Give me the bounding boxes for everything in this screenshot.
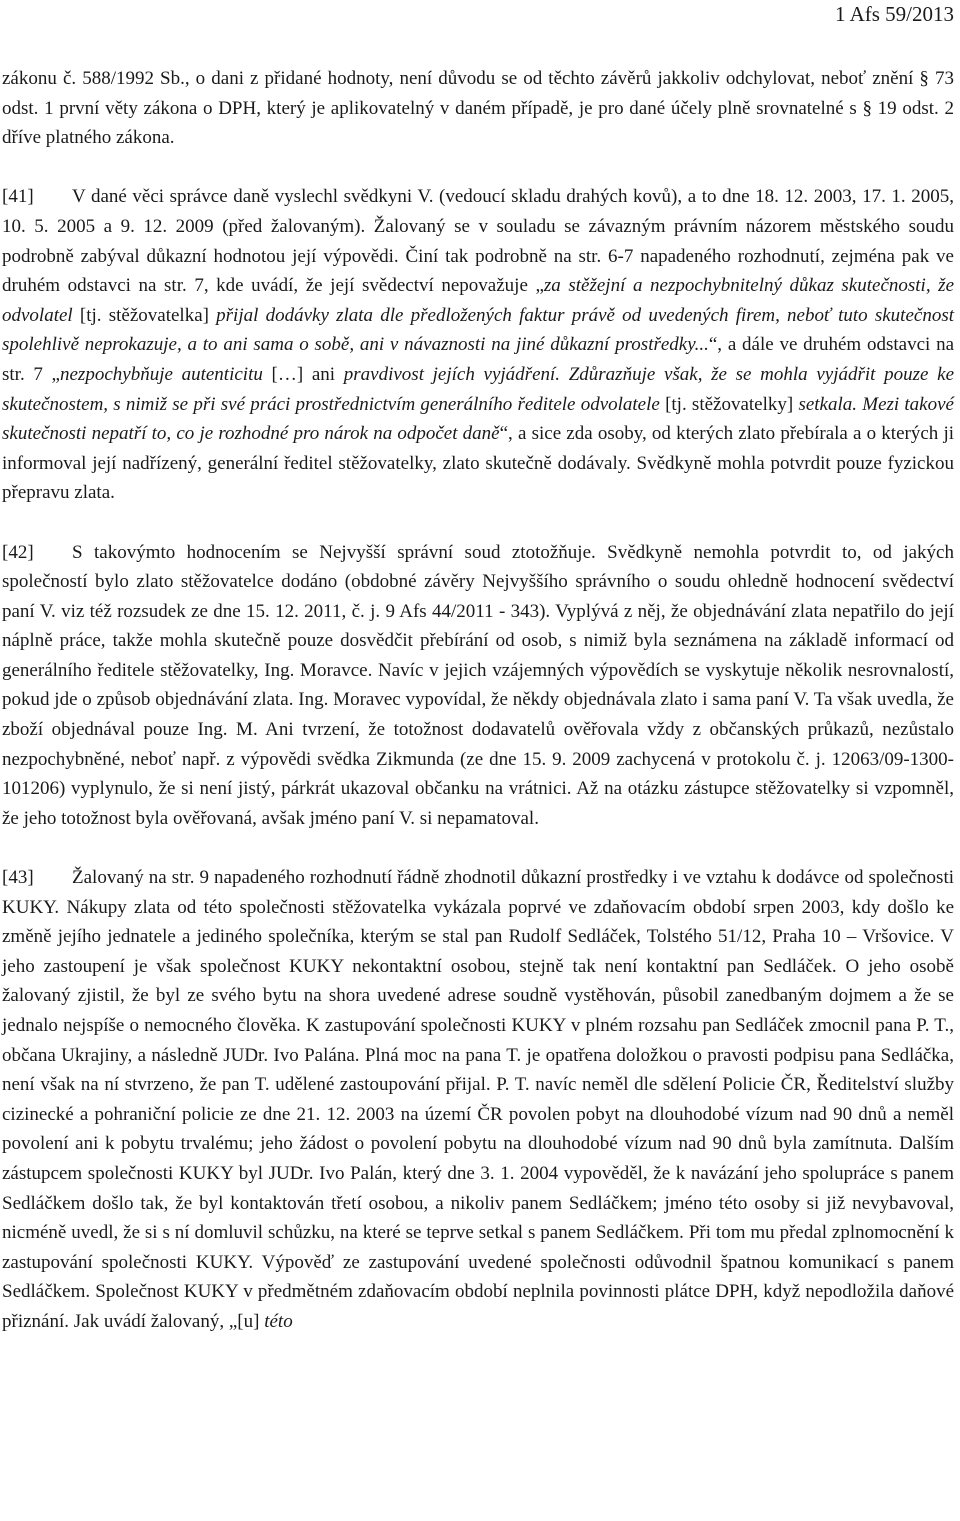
paragraph-gap xyxy=(2,153,954,183)
paragraph-text: [tj. stěžovatelky] xyxy=(659,393,799,415)
italic-quote-text: setkala. Mezi takové skutečnosti nepatří to, co je rozhodné pro nárok na odpočet daně xyxy=(2,393,954,445)
italic-quote-text: přijal dodávky zlata dle předložených faktur právě od uvedených firem, neboť tuto skutečnost spolehlivě neprokazuje, a to ani sama o sobě, ani v návaznosti na jiné důkazní prostředky... xyxy=(2,304,954,356)
paragraph-number: [41] xyxy=(2,186,34,208)
paragraph-gap xyxy=(2,508,954,538)
paragraph-43 xyxy=(2,863,954,1337)
paragraph-text: […] ani xyxy=(262,363,344,385)
paragraph-text: [tj. stěžovatelka] xyxy=(72,304,217,326)
paragraph-gap xyxy=(2,833,954,863)
italic-quote-text: této xyxy=(264,1310,293,1332)
paragraph-42 xyxy=(2,538,954,834)
paragraph-number: [42] xyxy=(2,541,34,563)
paragraph-number: [43] xyxy=(2,867,34,889)
paragraph-text: “, a dále ve druhém odstavci na str. 7 „ xyxy=(2,334,954,385)
italic-quote-text: za stěžejní a nezpochybnitelný důkaz skutečnosti, že odvolatel xyxy=(2,275,955,326)
paragraph-text: zákonu č. 588/1992 Sb., o dani z přidané hodnoty, není důvodu se od těchto závěrů jakkoliv odchylovat, neboť znění § 73 odst. 1 první věty zákona o DPH, který je aplikovatelný v daném případě, je pro dané účely plně srovnatelné s § 19 odst. 2 dříve platného zákona. xyxy=(2,68,954,149)
paragraph-text: “, a sice zda osoby, od kterých zlato přebírala a o kterých ji informoval její nadřízený, generální ředitel stěžovatelky, zlato skutečně dodávaly. Svědkyně mohla potvrdit pouze fyzickou přepravu zlata. xyxy=(2,423,954,504)
paragraph-41 xyxy=(2,182,954,508)
italic-quote-text: pravdivost jejích vyjádření. Zdůrazňuje však, že se mohla vyjádřit pouze ke skutečnostem, s nimiž se při své práci prostřednictvím generálního ředitele odvolatele xyxy=(2,363,954,415)
paragraph-text: Žalovaný na str. 9 napadeného rozhodnutí řádně zhodnotil důkazní prostředky i ve vztahu k dodávce od společnosti KUKY. Nákupy zlata od této společnosti stěžovatelka vykázala poprvé ve zdaňovacím období srpen 2003, kdy došlo ke změně jejího jednatele a jediného společníka, kterým se stal pan Rudolf Sedláček, Tolstého 51/12, Praha 10 – Vršovice. V jeho zastoupení je však společnost KUKY nekontaktní osobou, stejně tak není kontaktní pan Sedláček. O jeho osobě žalovaný zjistil, že byl ze svého bytu na shora uvedené adrese soudně vystěhován, působil zanedbaným dojmem a že se jednalo nejspíše o nemocného člověka. K zastupování společnosti KUKY v plném rozsahu pan Sedláček zmocnil pana P. T., občana Ukrajiny, a následně JUDr. Ivo Palána. Plná moc na pana T. je opatřena doložkou o pravosti podpisu pana Sedláčka, není však na ní stvrzeno, že pan T. udělené zastoupování přijal. P. T. navíc neměl dle sdělení Policie ČR, Ředitelství služby cizinecké a pohraniční policie ze dne 21. 12. 2003 na území ČR povolen pobyt na dlouhodobé vízum nad 90 dnů a neměl povolení ani k pobytu trvalému; jeho žádost o povolení pobytu na dlouhodobé vízum nad 90 dnů byla zamítnuta. Dalším zástupcem společnosti KUKY byl JUDr. Ivo Palán, který dne 3. 1. 2004 vypověděl, že k navázání jeho spolupráce s panem Sedláčkem došlo tak, že byl kontaktován třetí osobou, a nikoliv panem Sedláčkem; jméno této osoby si již nevybavoval, nicméně uvedl, že si s ní domluvil schůzku, na které se teprve setkal s panem Sedláčkem. Při tom mu předal zplnomocnění k zastupování společnosti KUKY. Výpověď ze zastupování uvedené společnosti odůvodnil špatnou komunikací s panem Sedláčkem. Společnost KUKY v předmětném zdaňovacím období neplnila povinnosti plátce DPH, když nepodložila daňové přiznání. Jak uvádí žalovaný, „[u] xyxy=(2,867,954,1332)
case-number-header: 1 Afs 59/2013 xyxy=(834,2,954,26)
paragraph-continuation xyxy=(2,64,954,153)
italic-quote-text: nezpochybňuje autenticitu xyxy=(60,363,263,385)
paragraph-text: V dané věci správce daně vyslechl svědkyni V. (vedoucí skladu drahých kovů), a to dne 18. 12. 2003, 17. 1. 2005, 10. 5. 2005 a 9. 12. 2009 (před žalovaným). Žalovaný se v souladu se závazným právním názorem městského soudu podrobně zabýval důkazní hodnotou její výpovědi. Činí tak podrobně na str. 6-7 napadeného rozhodnutí, zejména pak ve druhém odstavci na str. 7, kde uvádí, že její svědectví nepovažuje „ xyxy=(2,186,954,297)
document-body xyxy=(2,64,954,1337)
paragraph-text: S takovýmto hodnocením se Nejvyšší správní soud ztotožňuje. Svědkyně nemohla potvrdit to, od jakých společností bylo zlato stěžovatelce dodáno (obdobné závěry Nejvyššího správního o soudu ohledně hodnocení svědectví paní V. viz též rozsudek ze dne 15. 12. 2011, č. j. 9 Afs 44/2011 - 343). Vyplývá z něj, že objednávání zlata nepatřilo do její náplně práce, takže mohla skutečně pouze dosvědčit přebírání od osob, s nimiž byla seznámena na základě informací od generálního ředitele stěžovatelky, Ing. Moravce. Navíc v jejich vzájemných výpovědích se vyskytuje několik nesrovnalostí, pokud jde o způsob objednávání zlata. Ing. Moravec vypovídal, že někdy objednávala zlato i sama paní V. Ta však uvedla, že zboží objednával pouze Ing. M. Ani tvrzení, že totožnost dodavatelů ověřovala vždy z občanských průkazů, nezůstalo nezpochybněné, neboť např. z výpovědi svědka Zikmunda (ze dne 15. 9. 2009 zachycená v protokolu č. j. 12063/09-1300-101206) vyplynulo, že si není jistý, párkrát ukazoval občanku na vrátnici. Až na otázku zástupce stěžovatelky si vzpomněl, že jeho totožnost byla ověřovaná, avšak jméno paní V. si nepamatoval. xyxy=(2,541,954,829)
